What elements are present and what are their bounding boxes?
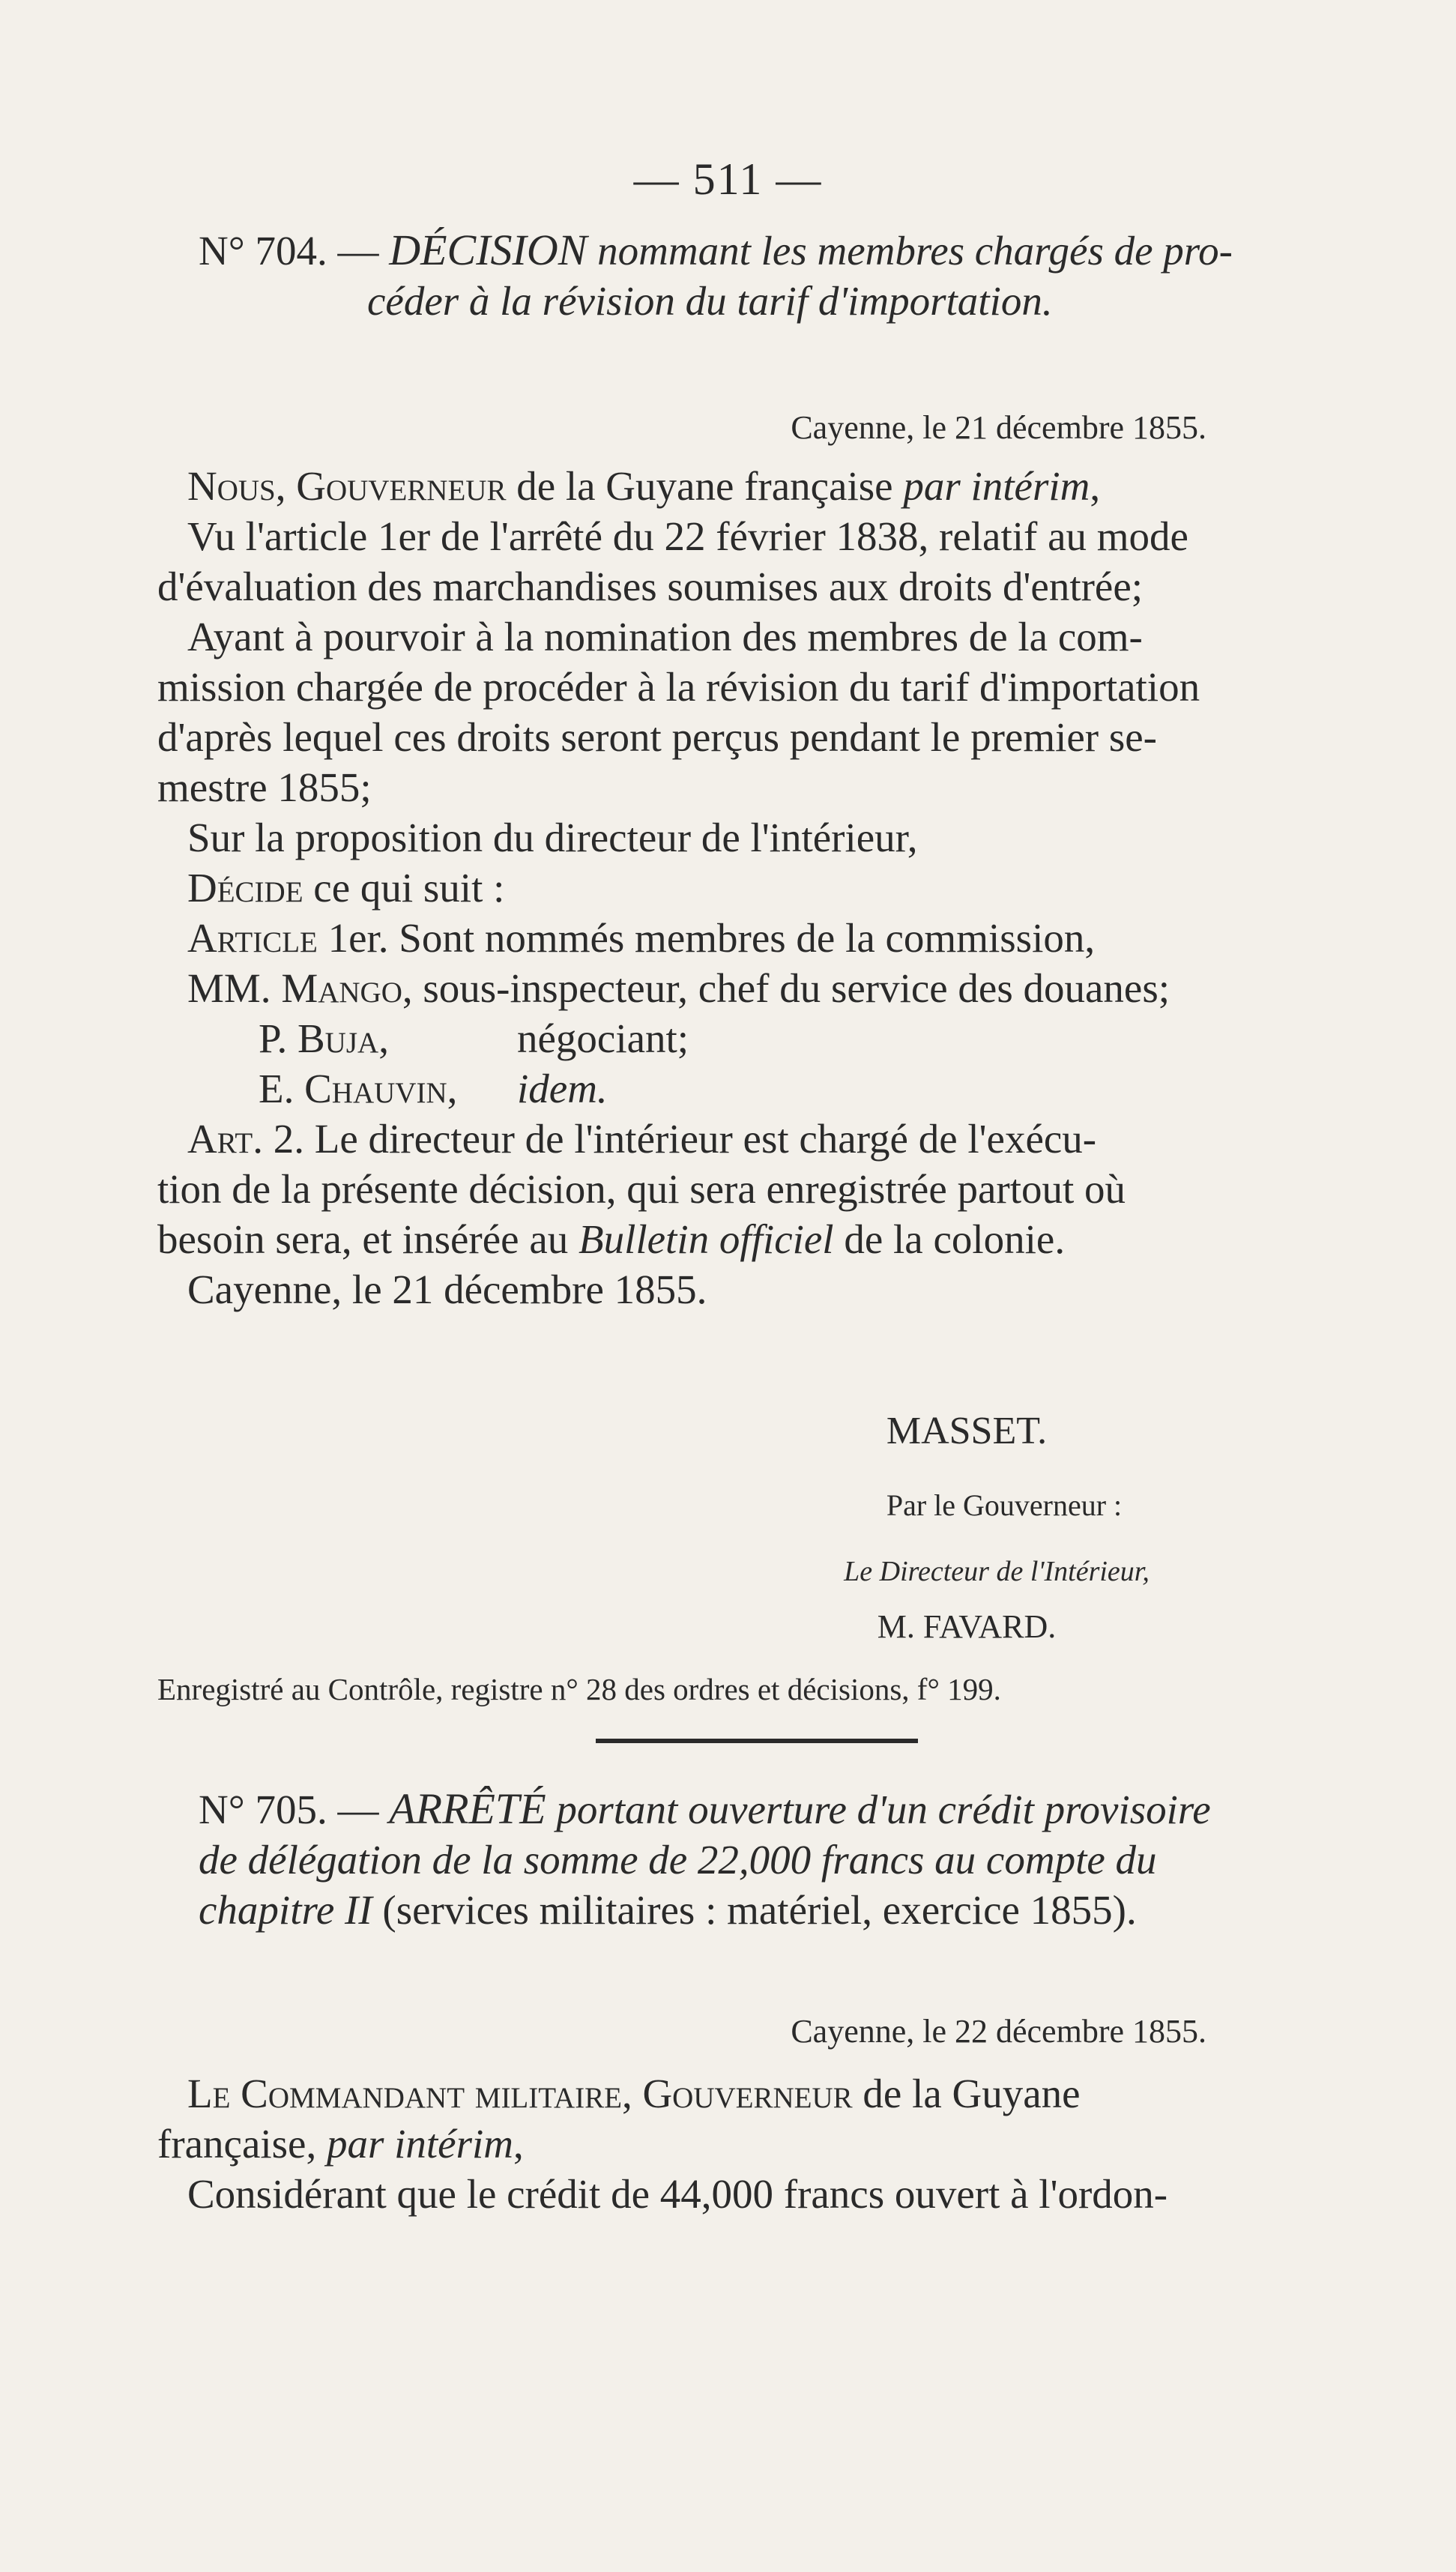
arrete-705-number: N° 705. [199, 1787, 327, 1832]
decision-704-body: Nous, Gouverneur de la Guyane française par intérim, Vu l'article 1er de l'arrêté du 22 février 1838, relatif au mode d'évaluation des marchandises soumises aux droits d'entrée; Ayant à pourvoir à la nomination des membres de la com- mission chargée de procéder à la révision du tarif d'importation d'après lequel ces droits seront perçus pendant le premier se- mestre 1855; Sur la proposition du directeur de l'intérieur, Décide ce qui suit : Article 1er. Sont nommés membres de la commission, MM. Mango, sous-inspecteur, chef du service des douanes; P. Buja, négociant; E. Chauvin, idem. Art. 2. Le directeur de l'intérieur est chargé de l'exécu- tion de la présente décision, qui sera enregistrée partout où besoin sera, et insérée au Bulletin officiel de la colonie. Cayenne, le 21 décembre 1855. [180, 461, 1304, 1314]
director-name: M. FAVARD. [877, 1608, 1057, 1645]
decision-704-closing-date: Cayenne, le 21 décembre 1855. [187, 1267, 707, 1312]
decision-704-date: Cayenne, le 21 décembre 1855. [791, 409, 1206, 446]
arrete-705-considering: Considérant que le crédit de 44,000 francs ouvert à l'ordon- [187, 2171, 1168, 2217]
arrete-705-date: Cayenne, le 22 décembre 1855. [791, 2013, 1206, 2050]
decision-704-considering-2: Ayant à pourvoir à la nomination des membres de la com- [187, 614, 1143, 659]
arrete-705-title-caps: ARRÊTÉ [389, 1784, 546, 1833]
page-number: — 511 — [633, 154, 823, 204]
arrete-705-heading: N° 705. — ARRÊTÉ portant ouverture d'un crédit provisoire de délégation de la somme de 22,000 francs au compte du chapitre II (services militaires : matériel, exercice 1855). [199, 1784, 1211, 1933]
decision-704-preamble: Nous, Gouverneur de la Guyane française par intérim, [187, 463, 1101, 509]
director-title: Le Directeur de l'Intérieur, [844, 1556, 1150, 1587]
section-divider [596, 1739, 918, 1743]
decision-704-title-caps: DÉCISION [389, 226, 587, 274]
decision-704-title: nommant les membres chargés de pro- [587, 228, 1233, 274]
decision-704-heading: N° 704. — DÉCISION nommant les membres chargés de pro- céder à la révision du tarif d'importation. [199, 225, 1293, 326]
member-chauvin: E. Chauvin, idem. [259, 1066, 608, 1111]
decision-704-title-line2: céder à la révision du tarif d'importation. [367, 278, 1053, 324]
signature-masset: MASSET. [886, 1410, 1048, 1452]
member-buja: P. Buja, négociant; [259, 1015, 689, 1061]
decision-704-article-2: Art. 2. Le directeur de l'intérieur est chargé de l'exécu- [187, 1116, 1097, 1162]
decision-704-article-1: Article 1er. Sont nommés membres de la commission, [187, 915, 1096, 961]
registry-note: Enregistré au Contrôle, registre n° 28 des ordres et décisions, f° 199. [157, 1672, 1001, 1706]
decision-704-number: N° 704. [199, 228, 327, 274]
arrete-705-body: Le Commandant militaire, Gouverneur de la Guyane française, par intérim, Considérant que le crédit de 44,000 francs ouvert à l'ordon- [180, 2068, 1304, 2219]
by-governor: Par le Gouverneur : [886, 1488, 1123, 1522]
decision-704-decides: Décide ce qui suit : [187, 865, 505, 911]
decision-704-proposal: Sur la proposition du directeur de l'intérieur, [187, 815, 918, 860]
member-mango: MM. Mango, sous-inspecteur, chef du service des douanes; [187, 965, 1170, 1011]
decision-704-considering-1: Vu l'article 1er de l'arrêté du 22 février 1838, relatif au mode [187, 513, 1188, 559]
